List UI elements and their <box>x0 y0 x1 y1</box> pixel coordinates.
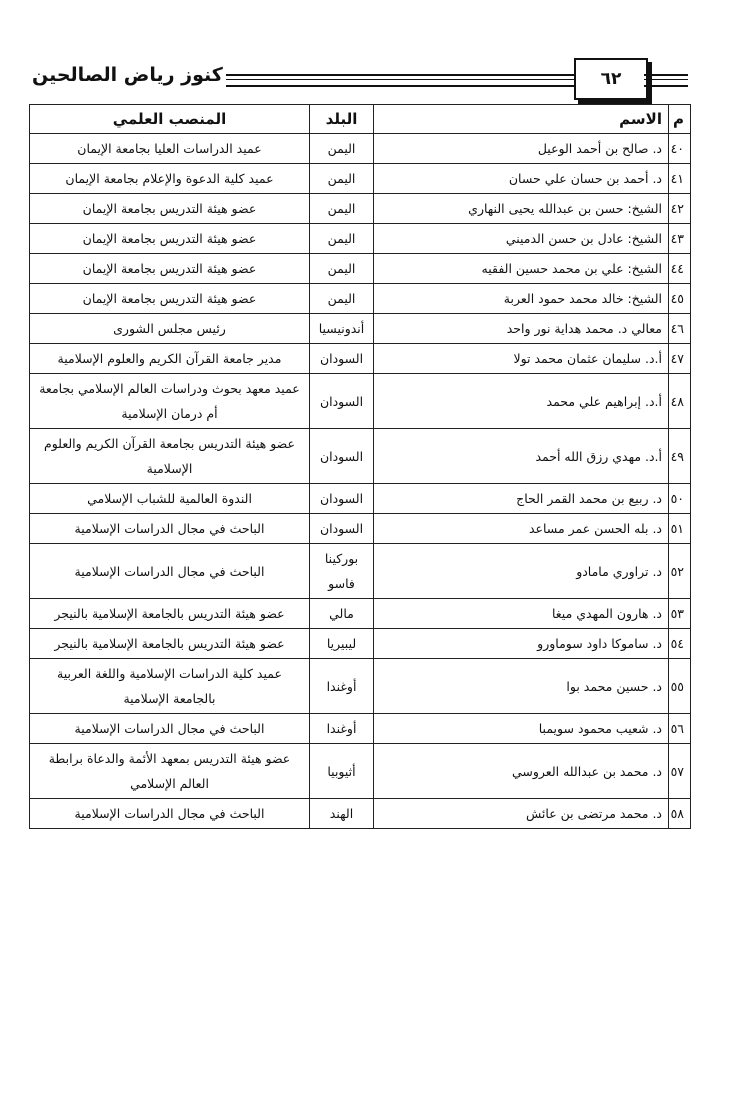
row-position: رئيس مجلس الشورى <box>30 314 310 344</box>
row-country: الهند <box>310 799 374 829</box>
row-name: أ.د. إبراهيم علي محمد <box>374 374 669 429</box>
table-row <box>30 344 691 374</box>
row-position: الباحث في مجال الدراسات الإسلامية <box>30 714 310 744</box>
row-number: ٥١ <box>669 514 691 544</box>
table-row <box>30 744 691 799</box>
table-row <box>30 224 691 254</box>
table-row <box>30 714 691 744</box>
table-header-row <box>30 105 691 134</box>
row-position: عضو هيئة التدريس بجامعة الإيمان <box>30 284 310 314</box>
row-country: السودان <box>310 484 374 514</box>
row-number: ٥٠ <box>669 484 691 514</box>
table-row <box>30 164 691 194</box>
table-row <box>30 134 691 164</box>
row-position: الباحث في مجال الدراسات الإسلامية <box>30 544 310 599</box>
row-number: ٥٦ <box>669 714 691 744</box>
table-row <box>30 544 691 599</box>
row-number: ٤٤ <box>669 254 691 284</box>
row-position: عضو هيئة التدريس بمعهد الأئمة والدعاة برابطة العالم الإسلامي <box>30 744 310 799</box>
row-country: بوركينا فاسو <box>310 544 374 599</box>
row-name: د. ربيع بن محمد القمر الحاج <box>374 484 669 514</box>
row-country: اليمن <box>310 224 374 254</box>
row-position: عميد الدراسات العليا بجامعة الإيمان <box>30 134 310 164</box>
table-row <box>30 314 691 344</box>
column-header-position: المنصب العلمي <box>30 105 310 134</box>
row-country: اليمن <box>310 164 374 194</box>
row-country: مالي <box>310 599 374 629</box>
row-number: ٥٧ <box>669 744 691 799</box>
row-position: عميد كلية الدراسات الإسلامية واللغة العربية بالجامعة الإسلامية <box>30 659 310 714</box>
row-name: د. شعيب محمود سويمبا <box>374 714 669 744</box>
column-header-num: م <box>669 105 691 134</box>
row-number: ٤٧ <box>669 344 691 374</box>
row-position: عضو هيئة التدريس بالجامعة الإسلامية بالنيجر <box>30 629 310 659</box>
table-row <box>30 599 691 629</box>
scholars-table <box>29 104 691 829</box>
row-name: د. حسين محمد بوا <box>374 659 669 714</box>
row-name: د. هارون المهدي ميغا <box>374 599 669 629</box>
row-country: اليمن <box>310 134 374 164</box>
row-position: الباحث في مجال الدراسات الإسلامية <box>30 799 310 829</box>
row-name: د. بله الحسن عمر مساعد <box>374 514 669 544</box>
row-number: ٥٥ <box>669 659 691 714</box>
row-name: د. تراوري مامادو <box>374 544 669 599</box>
row-country: أندونيسيا <box>310 314 374 344</box>
row-country: اليمن <box>310 284 374 314</box>
row-name: د. أحمد بن حسان علي حسان <box>374 164 669 194</box>
row-position: الباحث في مجال الدراسات الإسلامية <box>30 514 310 544</box>
row-country: ليبيريا <box>310 629 374 659</box>
row-number: ٥٨ <box>669 799 691 829</box>
page-number: ٦٢ <box>574 58 648 100</box>
table-row <box>30 629 691 659</box>
row-name: د. محمد مرتضى بن عائش <box>374 799 669 829</box>
page-header <box>28 58 688 98</box>
column-header-name: الاسم <box>374 105 669 134</box>
row-number: ٥٣ <box>669 599 691 629</box>
row-name: أ.د. سليمان عثمان محمد تولا <box>374 344 669 374</box>
row-name: د. صالح بن أحمد الوعيل <box>374 134 669 164</box>
row-number: ٥٤ <box>669 629 691 659</box>
row-country: أثيوبيا <box>310 744 374 799</box>
table-row <box>30 484 691 514</box>
row-position: مدير جامعة القرآن الكريم والعلوم الإسلامية <box>30 344 310 374</box>
row-country: أوغندا <box>310 659 374 714</box>
row-position: عضو هيئة التدريس بجامعة القرآن الكريم والعلوم الإسلامية <box>30 429 310 484</box>
row-position: عضو هيئة التدريس بالجامعة الإسلامية بالنيجر <box>30 599 310 629</box>
table-row <box>30 284 691 314</box>
row-country: السودان <box>310 514 374 544</box>
row-name: الشيخ: علي بن محمد حسين الفقيه <box>374 254 669 284</box>
table-row <box>30 429 691 484</box>
row-country: السودان <box>310 374 374 429</box>
row-name: الشيخ: عادل بن حسن الدميني <box>374 224 669 254</box>
table-row <box>30 799 691 829</box>
row-country: اليمن <box>310 194 374 224</box>
table-row <box>30 659 691 714</box>
row-country: السودان <box>310 344 374 374</box>
header-rule-right <box>644 74 688 87</box>
row-name: معالي د. محمد هداية نور واحد <box>374 314 669 344</box>
book-title: كنوز رياض الصالحين <box>32 64 223 86</box>
row-position: الندوة العالمية للشباب الإسلامي <box>30 484 310 514</box>
row-name: الشيخ: خالد محمد حمود العربة <box>374 284 669 314</box>
row-position: عميد معهد بحوث ودراسات العالم الإسلامي بجامعة أم درمان الإسلامية <box>30 374 310 429</box>
table-row <box>30 374 691 429</box>
row-number: ٤٥ <box>669 284 691 314</box>
column-header-country: البلد <box>310 105 374 134</box>
row-position: عميد كلية الدعوة والإعلام بجامعة الإيمان <box>30 164 310 194</box>
row-name: د. ساموكا داود سوماورو <box>374 629 669 659</box>
row-position: عضو هيئة التدريس بجامعة الإيمان <box>30 224 310 254</box>
row-number: ٤٩ <box>669 429 691 484</box>
row-country: اليمن <box>310 254 374 284</box>
row-number: ٤٣ <box>669 224 691 254</box>
row-number: ٥٢ <box>669 544 691 599</box>
row-country: أوغندا <box>310 714 374 744</box>
row-number: ٤٠ <box>669 134 691 164</box>
row-number: ٤٨ <box>669 374 691 429</box>
table-row <box>30 254 691 284</box>
header-rule <box>226 74 574 87</box>
table-row <box>30 194 691 224</box>
table-row <box>30 514 691 544</box>
row-number: ٤٢ <box>669 194 691 224</box>
row-country: السودان <box>310 429 374 484</box>
row-name: الشيخ: حسن بن عبدالله يحيى النهاري <box>374 194 669 224</box>
row-number: ٤١ <box>669 164 691 194</box>
row-position: عضو هيئة التدريس بجامعة الإيمان <box>30 194 310 224</box>
row-name: أ.د. مهدي رزق الله أحمد <box>374 429 669 484</box>
row-name: د. محمد بن عبدالله العروسي <box>374 744 669 799</box>
row-number: ٤٦ <box>669 314 691 344</box>
row-position: عضو هيئة التدريس بجامعة الإيمان <box>30 254 310 284</box>
